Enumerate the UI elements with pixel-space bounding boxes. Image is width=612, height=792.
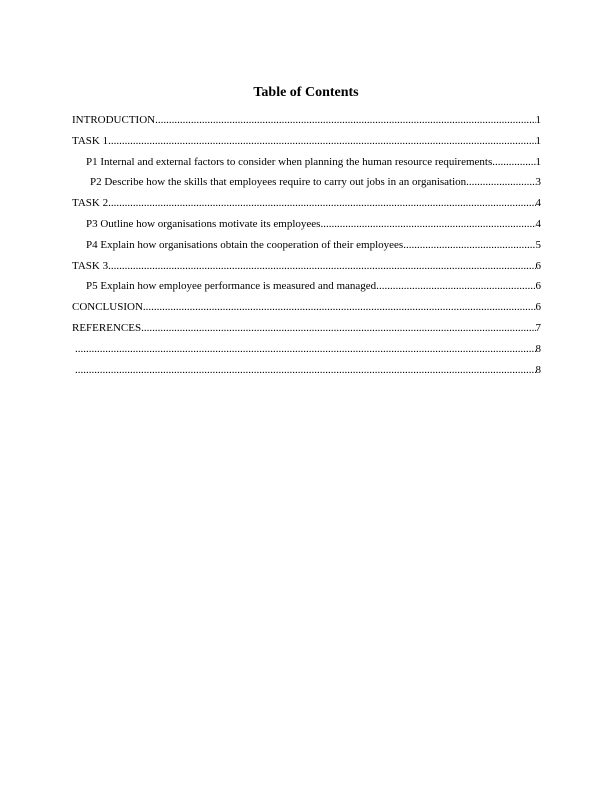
- toc-entry-conclusion[interactable]: [72, 300, 541, 321]
- toc-title: Table of Contents: [253, 85, 359, 100]
- toc-page-number: 8: [535, 342, 541, 355]
- toc-page-number: 8: [535, 363, 541, 376]
- toc-leader-dots: [466, 175, 535, 189]
- toc-page-number: 6: [535, 301, 541, 314]
- toc-page-number: 7: [535, 321, 541, 334]
- toc-leader-dots: [75, 342, 536, 356]
- toc-entry-text: P5 Explain how employee performance is measured and managed.: [86, 280, 379, 293]
- toc-page-number: 4: [535, 197, 541, 210]
- toc-entry-untitled-1[interactable]: [72, 342, 541, 363]
- toc-entry-text: TASK 1: [72, 134, 109, 147]
- toc-list: [72, 113, 541, 383]
- toc-leader-dots: [108, 196, 535, 210]
- toc-leader-dots: [75, 363, 536, 377]
- toc-entry-untitled-2[interactable]: [72, 363, 541, 384]
- toc-entry-p1[interactable]: [72, 155, 541, 176]
- toc-entry-references[interactable]: [72, 321, 541, 342]
- toc-page-number: 3: [535, 176, 541, 189]
- toc-entry-text: INTRODUCTION: [72, 114, 156, 126]
- toc-leader-dots: [379, 279, 536, 293]
- toc-entry-text: TASK 3: [72, 259, 109, 272]
- toc-entry-introduction[interactable]: [72, 113, 541, 134]
- toc-leader-dots: [108, 259, 535, 273]
- toc-page-number: 1: [535, 134, 541, 147]
- toc-page-number: 1: [535, 155, 541, 168]
- toc-entry-text: P3 Outline how organisations motivate its employees.: [86, 217, 324, 230]
- toc-entry-text: P4 Explain how organisations obtain the cooperation of their employees.: [86, 238, 406, 251]
- toc-entry-p3[interactable]: [72, 217, 541, 238]
- toc-leader-dots: [141, 321, 535, 335]
- toc-entry-text: P2 Describe how the skills that employees require to carry out jobs in an organisation: [90, 176, 467, 189]
- toc-entry-text: REFERENCES: [72, 321, 142, 334]
- toc-entry-p4[interactable]: [72, 238, 541, 259]
- toc-page-number: 1: [535, 114, 541, 126]
- toc-page-number: 6: [535, 280, 541, 293]
- toc-entry-p5[interactable]: [72, 279, 541, 300]
- toc-page-number: 6: [535, 259, 541, 272]
- toc-leader-dots: [108, 134, 535, 148]
- toc-page-number: 5: [535, 238, 541, 251]
- toc-leader-dots: [155, 113, 535, 127]
- toc-page-number: 4: [535, 217, 541, 230]
- toc-entry-text: P1 Internal and external factors to consider when planning the human resource requirements.: [86, 155, 495, 168]
- toc-entry-p2[interactable]: [72, 175, 541, 196]
- toc-entry-text: TASK 2: [72, 197, 109, 210]
- toc-leader-dots: [143, 300, 536, 314]
- toc-entry-task-2[interactable]: [72, 196, 541, 217]
- toc-leader-dots: [323, 217, 535, 231]
- toc-entry-text: CONCLUSION: [72, 301, 143, 314]
- toc-entry-task-3[interactable]: [72, 259, 541, 280]
- toc-entry-task-1[interactable]: [72, 134, 541, 155]
- toc-leader-dots: [406, 238, 536, 252]
- toc-leader-dots: [495, 155, 536, 169]
